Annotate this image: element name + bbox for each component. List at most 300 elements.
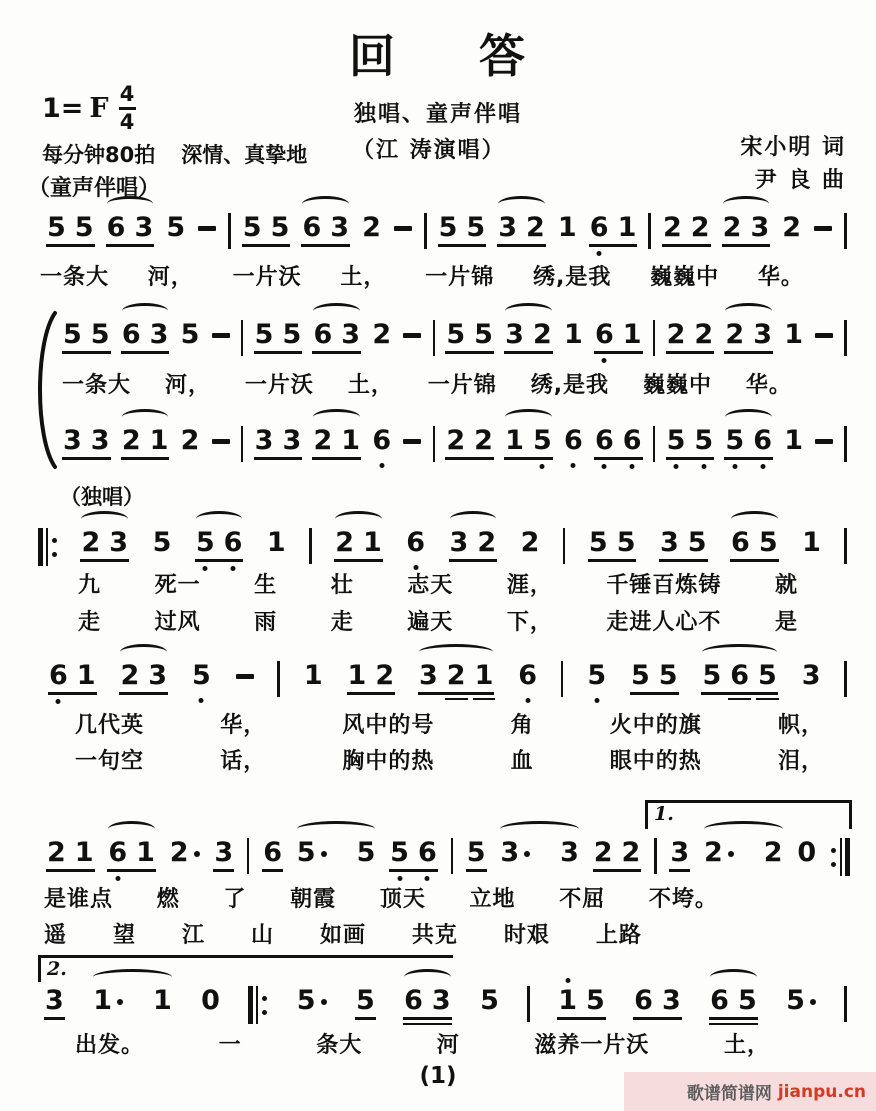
note <box>304 661 323 691</box>
lyric-syllable: 遥 <box>44 923 68 948</box>
note-digit: 6 <box>106 212 126 243</box>
lyric-syllable: 过风 <box>154 610 201 635</box>
watermark-url: jianpu.cn <box>777 1081 866 1102</box>
note <box>725 320 744 350</box>
note <box>590 213 609 243</box>
note <box>660 528 679 558</box>
note-group <box>813 213 833 231</box>
note <box>357 838 376 868</box>
meter-numerator: 4 <box>119 82 135 106</box>
note <box>136 838 155 868</box>
slur-arc <box>297 821 376 837</box>
note <box>505 426 524 456</box>
note-digit: 5 <box>737 985 757 1016</box>
key-prefix: 1= <box>42 93 84 124</box>
note <box>500 838 530 868</box>
note-digit: 1 <box>563 319 583 350</box>
barline <box>844 528 847 564</box>
note-group <box>722 213 771 243</box>
note <box>474 320 493 350</box>
note-digit: 6 <box>263 837 282 868</box>
note-digit: 2 <box>763 837 783 868</box>
note-digit: 2 <box>313 425 333 456</box>
note <box>662 986 681 1016</box>
note-group <box>296 838 377 868</box>
composer: 尹 良 曲 <box>754 168 846 193</box>
note-group <box>312 426 361 456</box>
dash-note <box>815 426 833 444</box>
note-digit: 6 <box>404 985 423 1016</box>
note-digit: 2 <box>180 425 200 456</box>
note <box>587 661 606 691</box>
note-group <box>62 426 111 456</box>
lyric-syllable: 壮 <box>330 573 354 598</box>
note-digit: 6 <box>406 527 426 558</box>
note <box>341 320 360 350</box>
slur-arc <box>81 511 128 527</box>
note <box>63 426 82 456</box>
octave-dot-below <box>630 464 635 469</box>
barline <box>844 661 847 697</box>
note-digit: 6 <box>49 660 68 691</box>
note <box>282 426 301 456</box>
note-digit: 3 <box>661 985 681 1016</box>
note <box>617 528 636 558</box>
note-group <box>520 528 541 558</box>
note-group <box>121 320 170 350</box>
note-group <box>724 320 773 350</box>
lyric-syllable: 土， <box>723 1033 770 1058</box>
note <box>122 320 141 350</box>
slur-arc <box>404 969 451 985</box>
note-group <box>152 528 173 558</box>
note <box>418 838 437 868</box>
note-digit: 2 <box>526 212 545 243</box>
note-digit: 3 <box>109 527 129 558</box>
meter-denominator: 4 <box>119 110 135 134</box>
lyric-syllable: 华。 <box>757 265 804 290</box>
note-digit: 3 <box>149 319 169 350</box>
note-group <box>242 213 291 243</box>
repeat-start-sign <box>248 986 268 1024</box>
note-group <box>497 213 546 243</box>
note <box>784 320 803 350</box>
note <box>694 426 713 456</box>
barline <box>433 320 436 356</box>
note <box>81 528 100 558</box>
note <box>782 213 801 243</box>
note-digit: 5 <box>355 985 375 1016</box>
repeat-dot <box>262 996 267 1001</box>
note-group <box>211 320 231 338</box>
octave-dot-below <box>597 251 602 256</box>
repeat-end-sign <box>830 838 850 876</box>
note-digit: 5 <box>63 319 82 350</box>
note-group <box>211 426 231 444</box>
dash-note <box>394 213 412 231</box>
note <box>49 661 68 691</box>
note-digit: 6 <box>518 660 538 691</box>
note <box>663 213 682 243</box>
note-group <box>814 426 834 444</box>
note <box>764 838 783 868</box>
note <box>480 986 499 1016</box>
lyric-syllable: 血 <box>510 749 534 774</box>
note-digit: 1 <box>784 425 804 456</box>
note <box>255 320 274 350</box>
note-group <box>479 986 500 1016</box>
note-group <box>62 320 111 350</box>
note-digit: 2 <box>446 660 466 691</box>
note <box>267 528 286 558</box>
note-group <box>814 320 834 338</box>
note-group <box>200 986 221 1016</box>
note-digit: 5 <box>532 425 552 456</box>
note-digit: 3 <box>449 527 469 558</box>
note-group <box>235 661 255 679</box>
note-group <box>48 661 97 691</box>
slur-arc <box>702 644 776 660</box>
note-digit: 5 <box>242 212 262 243</box>
note <box>477 528 496 558</box>
note-digit: 1 <box>802 527 821 558</box>
note-digit: 2 <box>372 319 392 350</box>
lyric-syllable: 九 <box>78 573 102 598</box>
note-digit: 2 <box>694 319 714 350</box>
note-group <box>371 320 392 350</box>
note-group <box>197 213 217 231</box>
lyric-syllable: 巍巍中 <box>642 373 712 398</box>
barline <box>844 213 847 249</box>
duration-dash <box>403 439 421 444</box>
key-signature <box>42 84 136 133</box>
lyric-syllable: 一片锦 <box>427 373 497 398</box>
performer-label: （江 涛演唱） <box>352 138 506 163</box>
note-digit: 2 <box>81 527 101 558</box>
note-group <box>586 661 607 691</box>
notation-line-1 <box>46 213 847 249</box>
note-group <box>46 838 95 868</box>
note-group <box>334 528 383 558</box>
lyric-syllable: 帜， <box>777 713 824 738</box>
duration-dash <box>212 333 230 338</box>
barline <box>844 320 847 356</box>
note-digit: 5 <box>166 212 186 243</box>
note <box>45 986 64 1016</box>
note <box>75 838 94 868</box>
note-digit: 5 <box>390 837 409 868</box>
note-digit: 2 <box>621 837 641 868</box>
barline-thin <box>840 838 842 876</box>
duration-dash <box>394 226 412 231</box>
lyric-syllable: 不垮。 <box>648 887 718 912</box>
note <box>150 320 169 350</box>
lyric-syllable: 雨 <box>254 610 278 635</box>
note-group <box>191 661 212 691</box>
notation-line-6 <box>44 986 847 1024</box>
octave-dot-below <box>673 464 678 469</box>
note-digit: 1 <box>617 212 637 243</box>
repeat-dots <box>831 848 836 867</box>
note-group <box>703 838 784 868</box>
note-digit: 1 <box>152 985 172 1016</box>
note <box>475 661 494 691</box>
note-digit: 2 <box>725 319 745 350</box>
duration-dash <box>815 439 833 444</box>
note-digit: 6 <box>753 425 772 456</box>
augmentation-dot <box>810 999 816 1005</box>
barline <box>653 320 656 356</box>
lyric-syllable: 山 <box>250 923 274 948</box>
watermark-strip <box>624 1072 876 1111</box>
slur-arc <box>196 511 243 527</box>
note-group <box>80 528 129 558</box>
slur-arc <box>122 409 169 425</box>
slur-arc <box>723 196 770 212</box>
lyric-syllable: 顶天 <box>379 887 426 912</box>
note-digit: 5 <box>585 985 605 1016</box>
note-group <box>213 838 234 868</box>
lyric-syllable: 就 <box>774 573 798 598</box>
note-group <box>781 213 802 243</box>
sixteenth-beam <box>473 698 496 701</box>
note-group <box>119 661 168 691</box>
augmentation-dot <box>524 851 530 857</box>
note-digit: 6 <box>108 837 128 868</box>
note-group <box>355 986 376 1016</box>
note-digit: 5 <box>758 527 778 558</box>
note-digit: 1 <box>303 660 323 691</box>
lyrics-line-3-verse-2 <box>78 605 798 636</box>
lyric-syllable: 一 <box>218 1033 242 1058</box>
note <box>558 986 577 1016</box>
note <box>362 213 381 243</box>
note <box>589 528 608 558</box>
note-group <box>254 426 303 456</box>
note-digit: 5 <box>74 212 94 243</box>
note-digit: 2 <box>666 319 686 350</box>
repeat-dots <box>262 996 267 1015</box>
lyricist: 宋小明 词 <box>740 135 846 160</box>
lyric-syllable: 几代英 <box>75 713 145 738</box>
note <box>564 426 583 456</box>
note-digit: 6 <box>302 212 322 243</box>
augmentation-dot <box>194 851 200 857</box>
note-group <box>517 661 538 691</box>
note <box>521 528 540 558</box>
note-digit: 5 <box>195 527 215 558</box>
note-group <box>393 213 413 231</box>
note <box>759 528 778 558</box>
page-number: (1) <box>419 1063 457 1089</box>
note <box>631 661 650 691</box>
note <box>786 986 816 1016</box>
note-digit: 3 <box>254 425 274 456</box>
note-group <box>347 661 396 691</box>
barline <box>424 213 427 249</box>
note-group <box>445 320 494 350</box>
lyric-syllable: 死一 <box>154 573 201 598</box>
note-digit: 1 <box>505 425 524 456</box>
lyric-syllable: 江 <box>181 923 205 948</box>
note <box>170 838 200 868</box>
lyric-syllable: 话， <box>220 749 267 774</box>
note-digit: 3 <box>801 660 821 691</box>
notation-line-4 <box>48 661 847 697</box>
note <box>214 838 233 868</box>
octave-dot-below <box>525 698 530 703</box>
note <box>302 213 321 243</box>
note-digit: 2 <box>121 425 141 456</box>
note-digit: 2 <box>169 837 189 868</box>
note <box>150 426 169 456</box>
note-group <box>589 213 638 243</box>
note <box>330 213 349 243</box>
lyric-syllable: 绣,是我 <box>532 265 612 290</box>
note <box>153 986 172 1016</box>
time-signature <box>119 84 136 133</box>
lyric-syllable: 走进人心不 <box>606 610 722 635</box>
note-digit: 2 <box>662 212 682 243</box>
note-group <box>666 320 715 350</box>
barline <box>451 838 454 874</box>
note <box>439 213 458 243</box>
note-digit: 2 <box>375 660 395 691</box>
lyric-syllable: 涯， <box>506 573 553 598</box>
note <box>372 320 391 350</box>
lyric-syllable: 华， <box>220 713 267 738</box>
barline-thin <box>256 986 258 1024</box>
note-group <box>801 528 822 558</box>
note-group <box>303 661 324 691</box>
note-digit: 5 <box>630 660 650 691</box>
note-digit: 5 <box>270 212 290 243</box>
credits <box>740 131 846 197</box>
note-digit: 2 <box>335 527 354 558</box>
note-digit: 6 <box>372 425 392 456</box>
lyric-syllable: 一片沃 <box>232 265 302 290</box>
note-group <box>106 213 155 243</box>
note-digit: 2 <box>446 425 466 456</box>
note <box>109 528 128 558</box>
note-digit: 1 <box>557 212 577 243</box>
note <box>297 838 327 868</box>
lyric-syllable: 志天 <box>407 573 454 598</box>
note <box>375 661 394 691</box>
system-brace <box>28 310 58 474</box>
note <box>181 426 200 456</box>
note-digit: 6 <box>595 319 614 350</box>
note-group <box>801 661 822 691</box>
lyrics-line-4-verse-2 <box>75 744 824 775</box>
octave-dot-below <box>602 358 607 363</box>
note-digit: 5 <box>658 660 678 691</box>
note <box>47 213 66 243</box>
barline <box>561 661 564 697</box>
note <box>224 528 243 558</box>
octave-dot-below <box>760 464 765 469</box>
lyrics-line-1 <box>40 260 804 291</box>
note <box>446 320 465 350</box>
first-ending-label: 1. <box>654 803 674 825</box>
dash-note <box>212 320 230 338</box>
note-group <box>180 320 201 350</box>
note-group <box>783 426 804 456</box>
note-group <box>593 838 642 868</box>
note <box>77 661 96 691</box>
dash-note <box>403 426 421 444</box>
note <box>526 213 545 243</box>
slur-arc <box>122 303 169 319</box>
note <box>750 213 769 243</box>
dash-note <box>815 320 833 338</box>
note-digit: 2 <box>362 212 381 243</box>
note <box>91 426 110 456</box>
note-digit: 5 <box>694 425 714 456</box>
note <box>595 426 614 456</box>
note <box>313 426 332 456</box>
note <box>659 661 678 691</box>
note <box>725 426 744 456</box>
lyric-syllable: 角 <box>510 713 534 738</box>
slur-arc <box>498 196 545 212</box>
duration-dash <box>198 226 216 231</box>
note <box>313 320 332 350</box>
note-group <box>266 528 287 558</box>
slur-arc <box>313 409 360 425</box>
note-digit: 5 <box>466 837 486 868</box>
barline <box>228 213 231 249</box>
duration-dash <box>212 439 230 444</box>
note <box>63 320 82 350</box>
note-digit: 5 <box>47 212 66 243</box>
note-group <box>402 426 422 444</box>
note <box>753 426 772 456</box>
duration-dash <box>236 674 254 679</box>
note-digit: 1 <box>266 527 286 558</box>
barline <box>653 426 656 462</box>
octave-dot-below <box>602 464 607 469</box>
note-digit: 6 <box>634 985 653 1016</box>
note-digit: 6 <box>223 527 243 558</box>
note-digit: 1 <box>784 319 804 350</box>
note-group <box>630 661 679 691</box>
note <box>474 426 493 456</box>
note-digit: 2 <box>703 837 723 868</box>
slur-arc <box>725 303 772 319</box>
note <box>341 426 360 456</box>
octave-dot-below <box>571 463 576 468</box>
note <box>564 320 583 350</box>
lyric-syllable: 一片沃 <box>244 373 314 398</box>
note-digit: 3 <box>500 837 520 868</box>
octave-dot-below <box>199 698 204 703</box>
note-digit: 2 <box>477 527 497 558</box>
note-digit: 2 <box>532 319 552 350</box>
lyric-syllable: 一条大 <box>62 373 132 398</box>
watermark-site-name: 歌谱简谱网 <box>686 1084 772 1104</box>
note <box>271 213 290 243</box>
note-group <box>312 320 361 350</box>
lyric-syllable: 了 <box>223 887 247 912</box>
note-group <box>301 213 350 243</box>
slur-arc <box>450 511 497 527</box>
note <box>618 213 637 243</box>
note-digit: 5 <box>587 660 607 691</box>
lyric-syllable: 胸中的热 <box>342 749 435 774</box>
note-digit: 6 <box>595 425 614 456</box>
note-group <box>389 838 438 868</box>
